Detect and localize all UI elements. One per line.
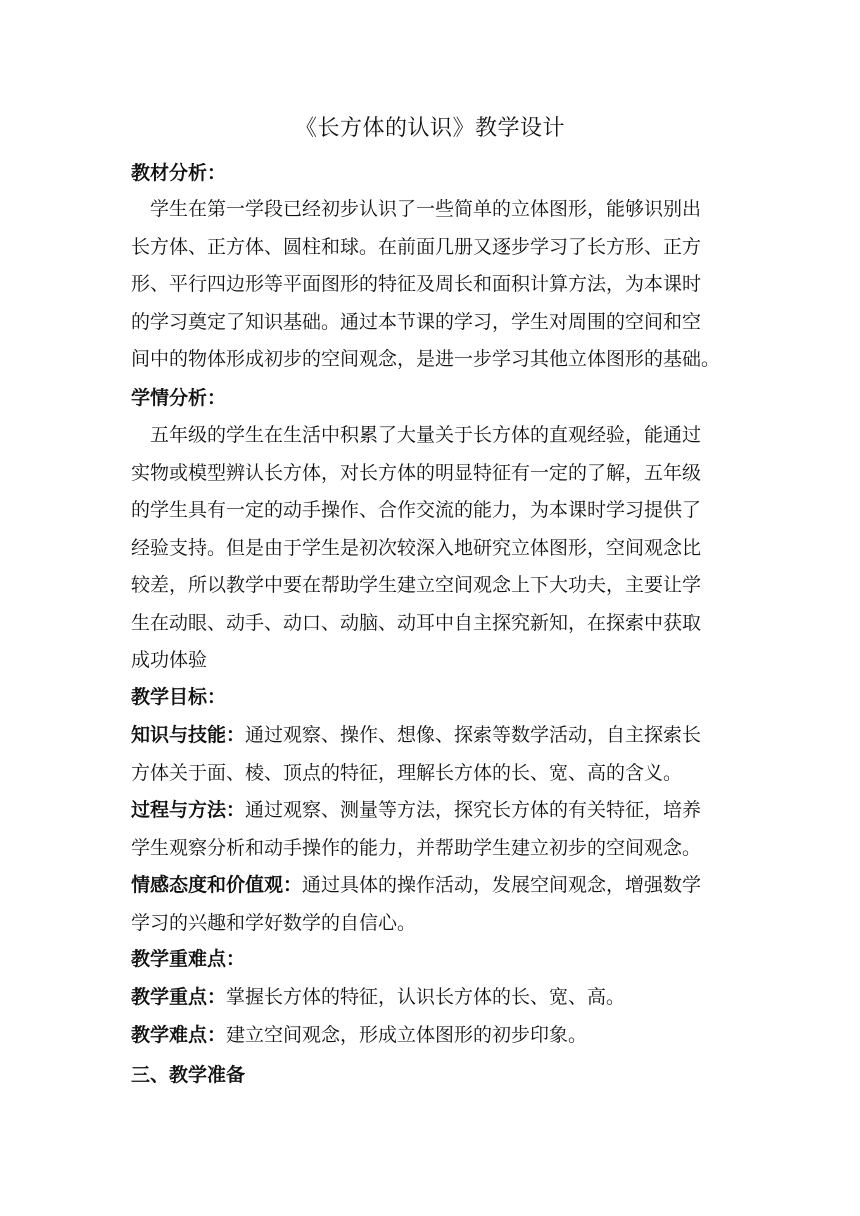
heading-key-points: 教学重难点：	[131, 948, 246, 970]
heading-student-analysis: 学情分析：	[131, 387, 227, 409]
paragraph-line: 生在动眼、动手、动口、动脑、动耳中自主探究新知，在探索中获取	[131, 611, 702, 634]
objective-process	[131, 792, 743, 830]
paragraph-line: 学习的兴趣和学好数学的自信心。	[131, 911, 417, 934]
paragraph-student-analysis	[131, 417, 743, 680]
objective-knowledge-label: 知识与技能：	[131, 724, 246, 746]
paragraph-line: 五年级的学生在生活中积累了大量关于长方体的直观经验，能通过	[150, 424, 702, 446]
difficult-point-label: 教学难点：	[131, 1023, 227, 1046]
heading-objectives: 教学目标：	[131, 686, 227, 708]
paragraph-line: 的学生具有一定的动手操作、合作交流的能力，为本课时学习提供了	[131, 499, 702, 521]
paragraph-line: 形、平行四边形等平面图形的特征及周长和面积计算方法，为本课时	[131, 273, 702, 295]
paragraph-line: 经验支持。但是由于学生是初次较深入地研究立体图形，空间观念比	[131, 536, 702, 559]
paragraph-line: 方体关于面、棱、顶点的特征，理解长方体的长、宽、高的含义。	[131, 761, 683, 784]
paragraph-line: 学生在第一学段已经初步认识了一些简单的立体图形，能够识别出	[150, 198, 702, 220]
heading-preparation: 三、教学准备	[131, 1064, 246, 1086]
difficult-point	[131, 1017, 743, 1055]
paragraph-line: 成功体验	[131, 649, 208, 671]
paragraph-line: 实物或模型辨认长方体，对长方体的明显特征有一定的了解，五年级	[131, 461, 702, 484]
objective-emotion-label: 情感态度和价值观：	[131, 874, 303, 896]
paragraph-textbook-analysis	[131, 191, 743, 379]
objective-process-text: 通过观察、测量等方法，探究长方体的有关特征，培养	[245, 799, 702, 821]
paragraph-line: 长方体、正方体、圆柱和球。在前面几册又逐步学习了长方形、正方	[131, 235, 702, 258]
paragraph-line: 间中的物体形成初步的空间观念，是进一步学习其他立体图形的基础。	[131, 348, 721, 370]
paragraph-line: 的学习奠定了知识基础。通过本节课的学习，学生对周围的空间和空	[131, 310, 702, 333]
document-title: 《长方体的认识》教学设计	[294, 116, 565, 141]
heading-textbook-analysis: 教材分析：	[131, 162, 227, 184]
objective-emotion	[131, 867, 743, 905]
objective-process-label: 过程与方法：	[131, 799, 246, 821]
objective-emotion-text: 通过具体的操作活动，发展空间观念，增强数学	[302, 874, 702, 896]
objective-knowledge	[131, 717, 743, 755]
paragraph-line: 学生观察分析和动手操作的能力，并帮助学生建立初步的空间观念。	[131, 836, 702, 859]
difficult-point-text: 建立空间观念，形成立体图形的初步印象。	[226, 1023, 588, 1046]
key-point-text: 掌握长方体的特征，认识长方体的长、宽、高。	[226, 986, 626, 1008]
objective-knowledge-text: 通过观察、操作、想像、探索等数学活动，自主探索长	[245, 724, 702, 746]
key-point	[131, 979, 743, 1017]
paragraph-line: 较差，所以教学中要在帮助学生建立空间观念上下大功夫，主要让学	[131, 574, 702, 596]
key-point-label: 教学重点：	[131, 986, 227, 1008]
paragraph-objectives	[131, 717, 743, 942]
paragraph-key-points	[131, 979, 743, 1054]
